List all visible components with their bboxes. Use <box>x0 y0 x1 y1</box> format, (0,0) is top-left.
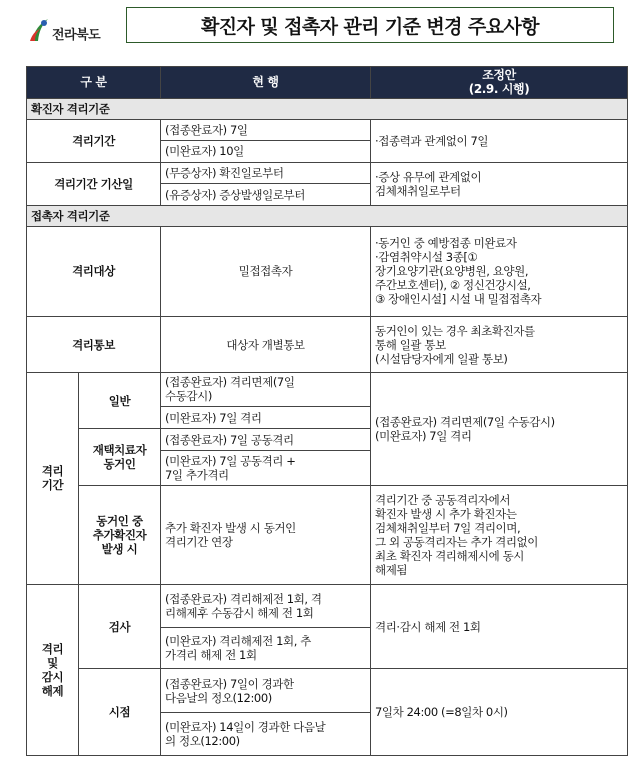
period-shared-proposal <box>371 372 628 485</box>
release-group-label-1: 격리 <box>41 641 64 656</box>
home-treat-label-1: 재택치료자 <box>92 443 147 458</box>
timing-current-1b: 다음날의 정오(12:00) <box>165 690 272 705</box>
timing-current-2b: 의 정오(12:00) <box>165 733 240 748</box>
period-shared-proposal-2: (미완료자) 7일 격리 <box>375 428 472 443</box>
additional-current <box>161 486 371 585</box>
home-treat-current-2b: 7일 추가격리 <box>165 468 229 483</box>
general-label: 일반 <box>79 372 161 429</box>
additional-current-1: 추가 확진자 발생 시 동거인 <box>165 521 296 536</box>
home-treat-current-1: (접종완료자) 7일 공동격리 <box>161 429 371 451</box>
notice-current: 대상자 개별통보 <box>161 317 371 373</box>
home-treat-label <box>79 429 161 486</box>
period-shared-proposal-1: (접종완료자) 격리면제(7일 수동감시) <box>375 414 555 429</box>
target-proposal <box>371 226 628 317</box>
table-row <box>27 226 628 317</box>
start-date-proposal <box>371 162 628 205</box>
test-current-2 <box>161 628 371 669</box>
section-confirmed-title: 확진자 격리기준 <box>27 98 628 119</box>
test-current-1a: (접종완료자) 격리해제전 1회, 격 <box>165 592 322 607</box>
additional-proposal-3: 검체채취일부터 7일 격리이며, <box>375 521 521 536</box>
target-proposal-2: ·감염취약시설 3종[① <box>375 250 478 265</box>
timing-current-1a: (접종완료자) 7일이 경과한 <box>165 676 294 691</box>
additional-proposal-5: 최초 확진자 격리해제시에 동시 <box>375 549 524 564</box>
additional-label-2: 추가확진자 <box>92 528 147 543</box>
jeonbuk-emblem-icon <box>28 17 50 43</box>
start-date-proposal-1: ·증상 유무에 관계없이 <box>375 169 482 184</box>
additional-current-2: 격리기간 연장 <box>165 535 233 550</box>
notice-label: 격리통보 <box>27 317 161 373</box>
table-row <box>27 486 628 585</box>
release-group-label-3: 감시 <box>41 669 64 684</box>
general-current-1a: (접종완료자) 격리면제(7일 <box>165 375 295 390</box>
section-contact-title: 접촉자 격리기준 <box>27 206 628 227</box>
test-current-2b: 가격리 해제 전 1회 <box>165 648 257 663</box>
notice-proposal-1: 동거인이 있는 경우 최초확진자를 <box>375 323 535 338</box>
header-proposal-title: 조정안 <box>482 68 516 83</box>
table-header-row <box>27 67 628 99</box>
additional-label-1: 동거인 중 <box>96 514 143 529</box>
timing-proposal: 7일차 24:00 (=8일차 0시) <box>371 669 628 756</box>
home-treat-label-2: 동거인 <box>103 457 136 472</box>
header-current: 현 행 <box>161 67 371 99</box>
table-row <box>27 317 628 373</box>
test-current-2a: (미완료자) 격리해제전 1회, 추 <box>165 634 311 649</box>
general-current-2: (미완료자) 7일 격리 <box>161 406 371 429</box>
header-category: 구 분 <box>27 67 161 99</box>
start-date-current-2: (유증상자) 증상발생일로부터 <box>161 184 371 206</box>
page-title-box <box>126 7 614 43</box>
section-row <box>27 98 628 119</box>
test-label: 검사 <box>79 584 161 668</box>
general-current-1b: 수동감시) <box>165 389 212 404</box>
home-treat-current-2 <box>161 451 371 486</box>
table-row <box>27 584 628 627</box>
additional-proposal-6: 해제됨 <box>375 563 408 578</box>
policy-table <box>26 66 628 756</box>
notice-proposal-2: 통해 일괄 통보 <box>375 337 446 352</box>
start-date-current-1: (무증상자) 확진일로부터 <box>161 162 371 184</box>
release-group-label <box>27 584 79 755</box>
additional-proposal <box>371 486 628 585</box>
target-proposal-1: ·동거인 중 예방접종 미완료자 <box>375 236 517 251</box>
test-current-1b: 리해제후 수동감시 해제 전 1회 <box>165 606 314 621</box>
additional-label-3: 발생 시 <box>101 542 138 557</box>
target-proposal-4: 주간보호센터), ② 정신건강시설, <box>375 278 531 293</box>
target-label: 격리대상 <box>27 226 161 317</box>
test-proposal: 격리·감시 해제 전 1회 <box>371 584 628 668</box>
release-group-label-4: 해제 <box>41 683 64 698</box>
page-title: 확진자 및 접촉자 관리 기준 변경 주요사항 <box>201 15 539 38</box>
home-treat-current-2a: (미완료자) 7일 공동격리 + <box>165 454 296 469</box>
header-proposal <box>371 67 628 99</box>
table-row <box>27 669 628 712</box>
table-row <box>27 372 628 406</box>
general-current-1 <box>161 372 371 406</box>
period-group-label <box>27 372 79 584</box>
additional-proposal-2: 확진자 발생 시 추가 확진자는 <box>375 507 517 522</box>
start-date-label: 격리기간 기산일 <box>27 162 161 205</box>
test-current-1 <box>161 584 371 627</box>
timing-label: 시점 <box>79 669 161 756</box>
isolation-period-label: 격리기간 <box>27 119 161 162</box>
period-group-label-2: 기간 <box>41 478 64 493</box>
target-proposal-3: 장기요양기관(요양병원, 요양원, <box>375 264 529 279</box>
timing-current-2a: (미완료자) 14일이 경과한 다음날 <box>165 719 326 734</box>
table-row <box>27 119 628 141</box>
additional-label <box>79 486 161 585</box>
notice-proposal <box>371 317 628 373</box>
table-row <box>27 162 628 184</box>
logo-text: 전라북도 <box>52 28 101 43</box>
isolation-period-current-1: (접종완료자) 7일 <box>161 119 371 141</box>
target-proposal-5: ③ 장애인시설] 시설 내 밀접접촉자 <box>375 292 542 307</box>
isolation-period-proposal: ·접종력과 관계없이 7일 <box>371 119 628 162</box>
isolation-period-current-2: (미완료자) 10일 <box>161 141 371 163</box>
timing-current-2 <box>161 712 371 755</box>
section-row <box>27 206 628 227</box>
start-date-proposal-2: 검체채취일로부터 <box>375 183 461 198</box>
additional-proposal-1: 격리기간 중 공동격리자에서 <box>375 493 511 508</box>
jeonbuk-logo <box>28 15 118 47</box>
target-current: 밀접접촉자 <box>161 226 371 317</box>
release-group-label-2: 및 <box>47 655 58 670</box>
timing-current-1 <box>161 669 371 712</box>
additional-proposal-4: 그 외 공동격리자는 추가 격리없이 <box>375 535 538 550</box>
header-proposal-date: (2.9. 시행) <box>468 82 530 97</box>
notice-proposal-3: (시설담당자에게 일괄 통보) <box>375 351 508 366</box>
period-group-label-1: 격리 <box>41 464 64 479</box>
